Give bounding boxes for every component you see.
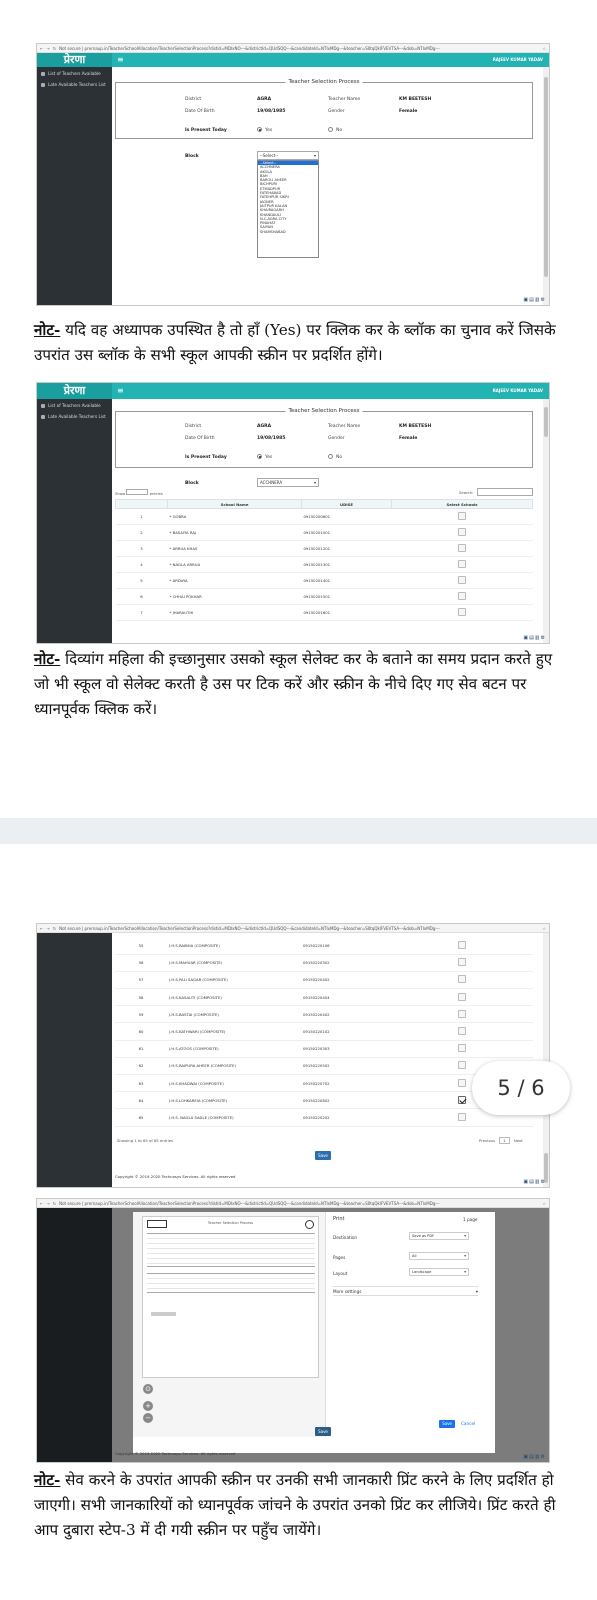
block-label: Block (185, 154, 199, 159)
col-index[interactable] (116, 500, 168, 509)
select-school-checkbox[interactable] (458, 1113, 466, 1121)
block-option[interactable]: SHAMSHABAD (260, 229, 286, 234)
block-option[interactable]: ETMADPUR (260, 186, 281, 191)
udise-code: 09150201001 (302, 525, 392, 541)
app-header (37, 53, 549, 67)
sidebar (37, 67, 112, 306)
note-1 (34, 318, 564, 368)
select-school-checkbox[interactable] (458, 1027, 466, 1035)
select-school-checkbox[interactable] (458, 958, 466, 966)
district-value: AGRA (257, 97, 272, 102)
panel-title: Teacher Selection Process (285, 408, 362, 414)
school-name: * JHARAUTHI (168, 605, 302, 621)
chevron-down-icon: ▾ (464, 1270, 466, 1274)
zoom-out-icon[interactable]: − (143, 1413, 153, 1423)
screenshot-school-list (36, 382, 550, 644)
chevron-down-icon: ▾ (464, 1234, 466, 1238)
school-table (115, 499, 533, 621)
row-index: 65 (115, 1109, 167, 1126)
dob-value: 19/08/1985 (257, 436, 286, 441)
table-row (116, 541, 533, 557)
school-name: * ARDAYA (168, 573, 302, 589)
table-row (116, 509, 533, 525)
dob-value: 19/08/1985 (257, 109, 286, 114)
row-index: 56 (115, 954, 167, 971)
block-option[interactable]: BAH (260, 173, 268, 178)
gender-label: Gender (328, 436, 345, 441)
school-name: * CHHAI POKHAR (168, 589, 302, 605)
select-school-checkbox[interactable] (458, 941, 466, 949)
pages-label: Pages (333, 1255, 346, 1260)
note-3 (34, 1468, 564, 1543)
select-school-checkbox[interactable] (458, 544, 466, 552)
sidebar-item-late-teachers[interactable]: Late Available Teachers List (37, 410, 112, 421)
preview-heading: Teacher Selection Process (207, 1221, 254, 1225)
print-save-button[interactable]: Save (439, 1420, 455, 1428)
chevron-down-icon: ▾ (475, 1289, 478, 1294)
school-name: J.H.S.KHADWAI (COMPOSITE) (167, 1075, 301, 1092)
teacher-name-value: KM BEETESH (399, 424, 432, 429)
block-option[interactable]: N.C.AGRA CITY (260, 216, 287, 221)
sidebar (37, 399, 112, 644)
udise-code: 09150201301 (302, 557, 392, 573)
col-udise[interactable]: UDISE (302, 500, 392, 509)
block-option[interactable]: JAGNER (260, 199, 274, 204)
table-row (116, 525, 533, 541)
note-label: नोट- (34, 1471, 61, 1489)
layout-select[interactable]: Landscape ▾ (409, 1268, 469, 1276)
select-school-checkbox[interactable] (458, 576, 466, 584)
udise-code: 09150201501 (302, 589, 392, 605)
list-icon (41, 415, 45, 419)
row-index: 1 (116, 509, 168, 525)
select-school-checkbox[interactable] (458, 975, 466, 983)
table-row (115, 937, 533, 954)
udise-code: 09150200601 (302, 509, 392, 525)
udise-code: 09150220106 (301, 937, 391, 954)
table-row (115, 971, 533, 988)
destination-label: Destination (333, 1235, 358, 1240)
select-school-checkbox[interactable] (458, 1079, 466, 1087)
block-select[interactable]: ACCHNERA ▾ (257, 478, 319, 487)
entries-select[interactable] (126, 489, 148, 495)
star-icon[interactable]: ☆ (542, 925, 546, 931)
udise-code: 09150201601 (302, 605, 392, 621)
pages-select[interactable]: All ▾ (409, 1252, 469, 1260)
select-school-checkbox[interactable] (458, 608, 466, 616)
menu-icon[interactable]: ≡ (117, 55, 124, 64)
table-row (115, 1023, 533, 1040)
list-icon (41, 83, 45, 87)
zoom-in-icon[interactable]: + (143, 1401, 153, 1411)
next-link[interactable]: Next (513, 1138, 523, 1143)
fit-icon[interactable]: ⊙ (143, 1384, 153, 1394)
school-name: * BASAIYA RAJ (168, 525, 302, 541)
viewer-tool-icons: ▣▤▥⚙ (523, 635, 546, 641)
sidebar-item-teachers-available[interactable]: List of Teachers Available (37, 67, 112, 78)
page-counter: 5 / 6 (472, 1061, 570, 1115)
udise-code: 09150201401 (302, 573, 392, 589)
radio-no-icon (328, 454, 333, 459)
block-option[interactable]: BAROLI AHEER (260, 178, 287, 183)
table-row (116, 589, 533, 605)
select-school-checkbox[interactable] (458, 528, 466, 536)
chevron-down-icon: ▾ (313, 480, 316, 485)
block-label: Block (185, 481, 199, 486)
school-name: J.H.S.LOHKAREIA (COMPOSITE) (167, 1092, 301, 1109)
select-school-checkbox[interactable] (458, 1044, 466, 1052)
list-icon (41, 72, 45, 76)
page-separator (0, 818, 597, 844)
preview-table (147, 1233, 315, 1267)
save-button[interactable]: Save (315, 1151, 331, 1160)
table-row (115, 1006, 533, 1023)
udise-code: 09150220402 (301, 1006, 391, 1023)
table-row (116, 605, 533, 621)
table-row (116, 573, 533, 589)
select-school-checkbox[interactable] (458, 993, 466, 1001)
block-dropdown-list[interactable] (257, 160, 319, 258)
select-school-checkbox[interactable] (458, 1061, 466, 1069)
sidebar (37, 1208, 112, 1463)
back-icon[interactable]: ← (40, 925, 44, 931)
teacher-selection-panel (115, 408, 533, 468)
row-index: 60 (115, 1023, 167, 1040)
present-today-label: Is Present Today (185, 455, 227, 460)
user-name[interactable]: RAJEEV KUMAR YADAV (492, 388, 543, 393)
row-index: 63 (115, 1075, 167, 1092)
row-index: 57 (115, 971, 167, 988)
school-name: J.H.S.MAHUAR (COMPOSITE) (167, 954, 301, 971)
note-label: नोट- (34, 650, 61, 668)
school-name: J.H.S.BASTAI (COMPOSITE) (167, 1006, 301, 1023)
note-text: यदि वह अध्यापक उपस्थित है तो हाँ (Yes) पर क्लिक कर के ब्लॉक का चुनाव करें जिसके उपरांत उस ब्लॉक के सभी स्कूल आपकी स्क्रीन पर प्रदर्शित होंगे। (34, 321, 556, 364)
viewer-tool-icons: ▣▤▥⚙ (523, 297, 546, 303)
udise-code: 09150201201 (302, 541, 392, 557)
table-row (115, 1057, 533, 1074)
save-button[interactable]: Save (315, 1427, 331, 1436)
district-label: District (185, 97, 202, 102)
district-label: District (185, 424, 202, 429)
search-label: Search: (459, 490, 474, 495)
viewer-tool-icons: ▣▤▥⚙ (523, 1454, 546, 1460)
seal-icon (305, 1220, 314, 1229)
table-row (115, 1092, 533, 1109)
search-input[interactable] (477, 488, 533, 496)
dob-label: Date Of Birth (185, 436, 215, 441)
school-name: J.H.S.RAIBHA (COMPOSITE) (167, 937, 301, 954)
note-label: नोट- (34, 321, 61, 339)
back-icon[interactable]: ← (40, 45, 44, 51)
destination-select[interactable]: Save as PDF ▾ (409, 1232, 469, 1240)
udise-code: 09150220303 (301, 1040, 391, 1057)
table-row (115, 1075, 533, 1092)
row-index: 4 (116, 557, 168, 573)
school-name: * ARRUA KHAS (168, 541, 302, 557)
yes-radio[interactable]: Yes (257, 127, 272, 133)
udise-code: 09150220302 (301, 954, 391, 971)
print-dialog (133, 1212, 495, 1453)
browser-address-bar[interactable] (37, 44, 549, 53)
app-header (37, 383, 549, 399)
gender-value: Female (399, 436, 418, 441)
menu-icon[interactable]: ≡ (117, 386, 124, 395)
block-option[interactable]: ACCHNERA (260, 165, 280, 170)
note-2 (34, 647, 564, 722)
row-index: 5 (116, 573, 168, 589)
table-row (115, 1109, 533, 1126)
sidebar (37, 933, 112, 1188)
document-page-2 (0, 844, 597, 1600)
table-row (115, 954, 533, 971)
yes-radio[interactable]: Yes (257, 454, 272, 460)
browser-address-bar[interactable] (37, 924, 549, 933)
udise-code: 09150220802 (301, 1092, 391, 1109)
note-text: दिव्यांग महिला की इच्छानुसार उसको स्कूल सेलेक्ट कर के बताने का समय प्रदान करते हुए जो भी स्कूल वो सेलेक्ट करती है उस पर टिक करें और स्क्रीन के नीचे दिए गए सेव बटन पर ध्यानपूर्वक क्लिक करें। (34, 650, 553, 718)
url-text[interactable]: Not secure | prernaup.in/TeacherSchoolAllocation/TeacherSelectionProcess?distid=MDIxNO---&districtId=QUdSQQ---&candidateId=NTIxMDg---&teacher=S0tqQklFVEVTSA---&dob=NTIxMDg--- (59, 1200, 440, 1206)
previous-link[interactable]: Previous (479, 1138, 496, 1143)
panel-title: Teacher Selection Process (285, 79, 362, 85)
user-name[interactable]: RAJEEV KUMAR YADAV (492, 57, 543, 62)
udise-code: 09150220102 (301, 1023, 391, 1040)
url-text[interactable]: Not secure | prernaup.in/TeacherSchoolAllocation/TeacherSelectionProcess?distid=MDIxNO---&districtId=QUdSQQ---&candidateId=NTIxMDg---&teacher=S0tqQklFVEVTSA---&dob=NTIxMDg--- (59, 45, 440, 51)
show-entries: Show entries (115, 491, 163, 496)
more-settings-row[interactable]: More settings ▾ (333, 1286, 478, 1296)
star-icon[interactable]: ☆ (542, 1200, 546, 1206)
block-option[interactable]: FATEHABAD (260, 191, 282, 196)
table-row (116, 557, 533, 573)
block-option[interactable]: --Select-- (258, 161, 318, 165)
block-select[interactable]: --Select-- ▾ (257, 151, 319, 160)
select-school-checkbox[interactable] (458, 512, 466, 520)
forward-icon[interactable]: → (46, 925, 50, 931)
copyright: Copyright © 2019-2020 Technosys Services. All rights reserved (115, 1451, 236, 1456)
school-table (115, 937, 533, 1127)
udise-code: 09150220402 (301, 971, 391, 988)
print-preview-page (142, 1216, 319, 1378)
school-name: J.H.S.KATHWARI (COMPOSITE) (167, 1023, 301, 1040)
col-select-schools[interactable]: Select Schools (392, 500, 533, 509)
forward-icon[interactable]: → (46, 45, 50, 51)
block-option[interactable]: KHANDAULI (260, 212, 282, 217)
prerna-logo[interactable]: प्रेरणा (37, 53, 112, 67)
block-option[interactable]: SAIYAN (260, 225, 273, 230)
block-option[interactable]: KHAIRAGARH (260, 208, 284, 213)
table-row (115, 989, 533, 1006)
udise-code: 09150220202 (301, 1109, 391, 1126)
udise-code: 09150220702 (301, 1075, 391, 1092)
gender-label: Gender (328, 109, 345, 114)
teacher-selection-panel (115, 79, 533, 139)
radio-yes-icon (257, 454, 262, 459)
screenshot-school-list-bottom (36, 923, 550, 1188)
list-icon (41, 404, 45, 408)
row-index: 61 (115, 1040, 167, 1057)
block-option[interactable]: JAITPUR KALAN (260, 203, 288, 208)
row-index: 58 (115, 989, 167, 1006)
reload-icon[interactable]: ↻ (52, 45, 57, 51)
print-cancel-button[interactable]: Cancel (461, 1421, 476, 1426)
row-index: 55 (115, 937, 167, 954)
school-name: * NAGLA ARRUA (168, 557, 302, 573)
prerna-logo[interactable]: प्रेरणा (37, 383, 112, 399)
back-icon[interactable]: ← (40, 1200, 44, 1206)
preview-table-2 (147, 1273, 315, 1293)
sidebar-item-teachers-available[interactable]: List of Teachers Available (37, 399, 112, 410)
dob-label: Date Of Birth (185, 109, 215, 114)
select-school-checkbox[interactable] (458, 592, 466, 600)
radio-no-icon (328, 127, 333, 132)
row-index: 6 (116, 589, 168, 605)
row-index: 59 (115, 1006, 167, 1023)
viewer-tool-icons: ▣▤▥⚙ (523, 1179, 546, 1185)
school-name: J.H.S. NAGLA SADLE (COMPOSITE) (167, 1109, 301, 1126)
gender-value: Female (399, 109, 418, 114)
pagination (479, 1137, 523, 1144)
present-today-label: Is Present Today (185, 128, 227, 133)
reload-icon[interactable]: ↻ (52, 1200, 57, 1206)
no-radio[interactable]: No (328, 127, 342, 133)
page-count: 1 page (463, 1217, 478, 1222)
print-title: Print (333, 1216, 345, 1222)
block-option[interactable]: BICHPURI (260, 182, 278, 187)
screenshot-print-dialog (36, 1198, 550, 1463)
screenshot-teacher-selection-dropdown (36, 43, 550, 306)
block-option[interactable]: FATEHPUR SIKRI (260, 195, 289, 200)
udise-code: 09150220502 (301, 1057, 391, 1074)
school-name: J.H.S.PALI SAGAR (COMPOSITE) (167, 971, 301, 988)
print-preview-area (133, 1212, 326, 1437)
copyright: Copyright © 2019-2020 Technosys Services. All rights reserved (115, 1174, 236, 1179)
select-school-checkbox[interactable] (458, 560, 466, 568)
school-name: J.H.S.ATOOS (COMPOSITE) (167, 1040, 301, 1057)
chevron-down-icon: ▾ (464, 1254, 466, 1258)
teacher-name-label: Teacher Name (328, 97, 361, 102)
preview-signature (151, 1312, 176, 1316)
select-school-checkbox[interactable] (458, 1096, 466, 1104)
row-index: 7 (116, 605, 168, 621)
table-row (115, 1040, 533, 1057)
url-text[interactable]: Not secure | prernaup.in/TeacherSchoolAllocation/TeacherSelectionProcess?distid=MDIxNO---&districtId=QUdSQQ---&candidateId=NTIxMDg---&teacher=S0tqQklFVEVTSA---&dob=NTIxMDg--- (59, 925, 440, 931)
scrollbar[interactable] (543, 67, 549, 306)
entries-summary: Showing 1 to 65 of 65 entries (117, 1138, 174, 1143)
page-1-button[interactable]: 1 (499, 1137, 509, 1144)
block-option[interactable]: PINAHAT (260, 221, 276, 226)
reload-icon[interactable]: ↻ (52, 925, 57, 931)
row-index: 2 (116, 525, 168, 541)
col-school-name[interactable]: School Name (168, 500, 302, 509)
row-index: 3 (116, 541, 168, 557)
district-value: AGRA (257, 424, 272, 429)
teacher-name-value: KM BEETESH (399, 97, 432, 102)
no-radio[interactable]: No (328, 454, 342, 460)
select-school-checkbox[interactable] (458, 1010, 466, 1018)
school-name: * GOBRA (168, 509, 302, 525)
school-name: J.H.S.RAIPURA AHEER (COMPOSITE) (167, 1057, 301, 1074)
row-index: 62 (115, 1057, 167, 1074)
udise-code: 09150220404 (301, 989, 391, 1006)
scrollbar[interactable] (543, 399, 549, 644)
school-name: J.H.S.KASAUTI (COMPOSITE) (167, 989, 301, 1006)
star-icon[interactable]: ☆ (542, 45, 546, 51)
chevron-down-icon: ▾ (313, 153, 316, 158)
layout-label: Layout (333, 1271, 348, 1276)
sidebar-item-late-teachers[interactable]: Late Available Teachers List (37, 78, 112, 89)
row-index: 64 (115, 1092, 167, 1109)
teacher-name-label: Teacher Name (328, 424, 361, 429)
block-option[interactable]: AKOLA (260, 169, 272, 174)
note-text: सेव करने के उपरांत आपकी स्क्रीन पर उनकी सभी जानकारी प्रिंट करने के लिए प्रदर्शित हो जाएगी। सभी जानकारियों को ध्यानपूर्वक जांचने के उपरांत उनको प्रिंट कर लीजिये। प्रिंट करते ही आप दुबारा स्टेप-3 में दी गयी स्क्रीन पर पहुँच जायेंगे। (34, 1471, 556, 1539)
browser-address-bar[interactable] (37, 1199, 549, 1208)
radio-yes-icon (257, 127, 262, 132)
forward-icon[interactable]: → (46, 1200, 50, 1206)
